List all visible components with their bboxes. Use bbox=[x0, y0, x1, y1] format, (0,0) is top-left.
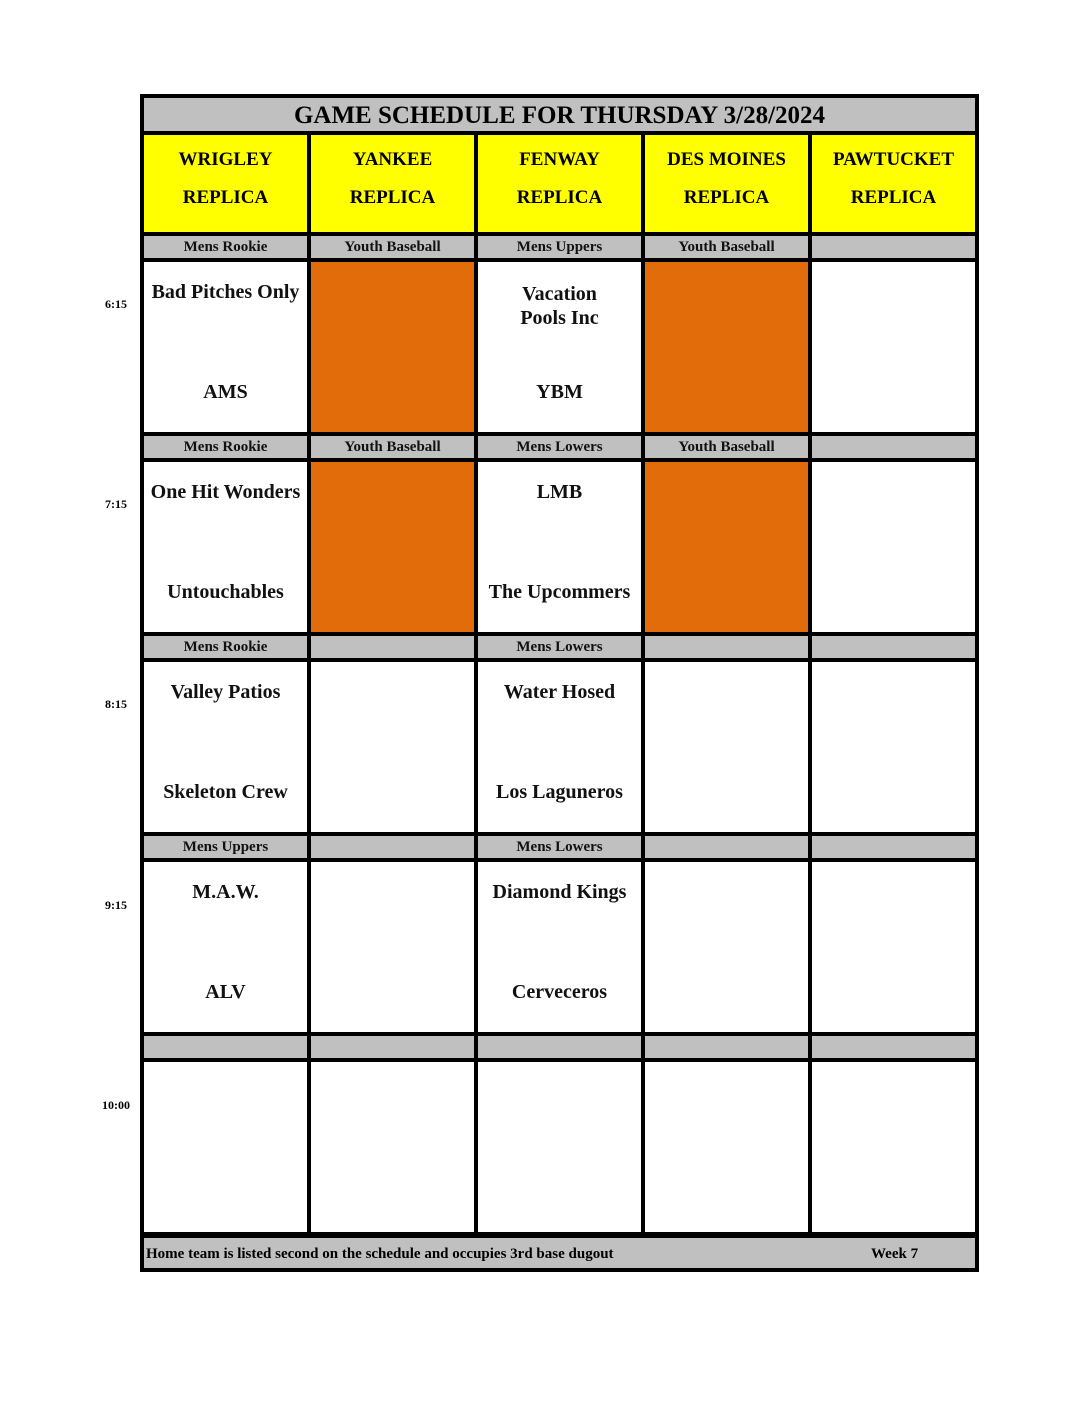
game-cell bbox=[144, 462, 307, 632]
away-team: Valley Patios bbox=[170, 681, 281, 703]
division-label bbox=[144, 1036, 307, 1058]
game-cell bbox=[812, 662, 975, 832]
schedule-title: GAME SCHEDULE FOR THURSDAY 3/28/2024 bbox=[144, 98, 975, 131]
game-cell bbox=[645, 662, 808, 832]
division-label: Mens Lowers bbox=[478, 436, 641, 458]
home-team: ALV bbox=[205, 981, 246, 1003]
division-label: Mens Uppers bbox=[144, 836, 307, 858]
field-subname: REPLICA bbox=[850, 187, 937, 208]
field-name: PAWTUCKET bbox=[832, 149, 955, 170]
time-label: 6:15 bbox=[105, 297, 127, 311]
away-team: M.A.W. bbox=[192, 881, 259, 903]
division-label bbox=[311, 1036, 474, 1058]
away-team: LMB bbox=[536, 481, 583, 503]
division-label: Mens Uppers bbox=[478, 236, 641, 258]
away-team: Vacation Pools Inc bbox=[520, 283, 599, 329]
division-label: Youth Baseball bbox=[311, 236, 474, 258]
time-label: 9:15 bbox=[105, 898, 127, 912]
away-team: Water Hosed bbox=[503, 681, 616, 703]
field-subname: REPLICA bbox=[683, 187, 770, 208]
game-cell bbox=[478, 462, 641, 632]
division-label: Mens Rookie bbox=[144, 636, 307, 658]
unavailable-cell bbox=[311, 462, 474, 632]
field-subname: REPLICA bbox=[349, 187, 436, 208]
game-cell bbox=[812, 262, 975, 432]
field-subname: REPLICA bbox=[516, 187, 603, 208]
time-label: 10:00 bbox=[102, 1098, 130, 1112]
division-label bbox=[311, 636, 474, 658]
game-cell bbox=[144, 662, 307, 832]
division-label: Mens Lowers bbox=[478, 836, 641, 858]
week-label: Week 7 bbox=[871, 1246, 919, 1262]
field-header-pawtucket bbox=[812, 135, 975, 232]
time-label: 8:15 bbox=[105, 697, 127, 711]
away-team: Bad Pitches Only bbox=[151, 281, 300, 303]
game-cell bbox=[478, 262, 641, 432]
field-subname: REPLICA bbox=[182, 187, 269, 208]
division-label bbox=[812, 436, 975, 458]
game-cell bbox=[812, 1062, 975, 1232]
division-label: Youth Baseball bbox=[645, 436, 808, 458]
division-label: Mens Rookie bbox=[144, 436, 307, 458]
unavailable-cell bbox=[311, 262, 474, 432]
field-name: YANKEE bbox=[352, 149, 433, 170]
field-header-fenway bbox=[478, 135, 641, 232]
division-label bbox=[812, 236, 975, 258]
game-cell bbox=[311, 862, 474, 1032]
division-label: Mens Rookie bbox=[144, 236, 307, 258]
game-cell bbox=[645, 862, 808, 1032]
away-team: Diamond Kings bbox=[492, 881, 627, 903]
game-cell bbox=[645, 1062, 808, 1232]
home-team: The Upcommers bbox=[488, 581, 631, 603]
division-label bbox=[478, 1036, 641, 1058]
division-label: Mens Lowers bbox=[478, 636, 641, 658]
away-team: One Hit Wonders bbox=[150, 481, 301, 503]
footer-note: Home team is listed second on the schedule and occupies 3rd base dugout bbox=[146, 1246, 614, 1262]
game-cell bbox=[144, 262, 307, 432]
unavailable-cell bbox=[645, 462, 808, 632]
division-label bbox=[645, 836, 808, 858]
game-cell bbox=[478, 862, 641, 1032]
time-label: 7:15 bbox=[105, 497, 127, 511]
division-label bbox=[812, 636, 975, 658]
home-team: Skeleton Crew bbox=[163, 781, 288, 803]
schedule-footer bbox=[144, 1238, 975, 1268]
field-name: WRIGLEY bbox=[178, 149, 273, 170]
game-cell bbox=[478, 662, 641, 832]
game-cell bbox=[144, 862, 307, 1032]
game-cell bbox=[812, 862, 975, 1032]
game-cell bbox=[812, 462, 975, 632]
division-label: Youth Baseball bbox=[311, 436, 474, 458]
division-label bbox=[311, 836, 474, 858]
division-label bbox=[812, 836, 975, 858]
home-team: YBM bbox=[536, 381, 583, 403]
division-label bbox=[645, 1036, 808, 1058]
field-name: DES MOINES bbox=[667, 149, 786, 170]
game-cell bbox=[311, 662, 474, 832]
division-label: Youth Baseball bbox=[645, 236, 808, 258]
home-team: Los Laguneros bbox=[496, 781, 623, 803]
game-cell bbox=[478, 1062, 641, 1232]
field-header-yankee bbox=[311, 135, 474, 232]
home-team: Cerveceros bbox=[511, 981, 608, 1003]
division-label bbox=[645, 636, 808, 658]
field-header-des-moines bbox=[645, 135, 808, 232]
unavailable-cell bbox=[645, 262, 808, 432]
schedule-table bbox=[140, 94, 979, 1272]
game-cell bbox=[311, 1062, 474, 1232]
division-label bbox=[812, 1036, 975, 1058]
home-team: Untouchables bbox=[167, 581, 284, 603]
home-team: AMS bbox=[203, 381, 248, 403]
game-cell bbox=[144, 1062, 307, 1232]
field-name: FENWAY bbox=[519, 149, 600, 170]
field-header-wrigley bbox=[144, 135, 307, 232]
